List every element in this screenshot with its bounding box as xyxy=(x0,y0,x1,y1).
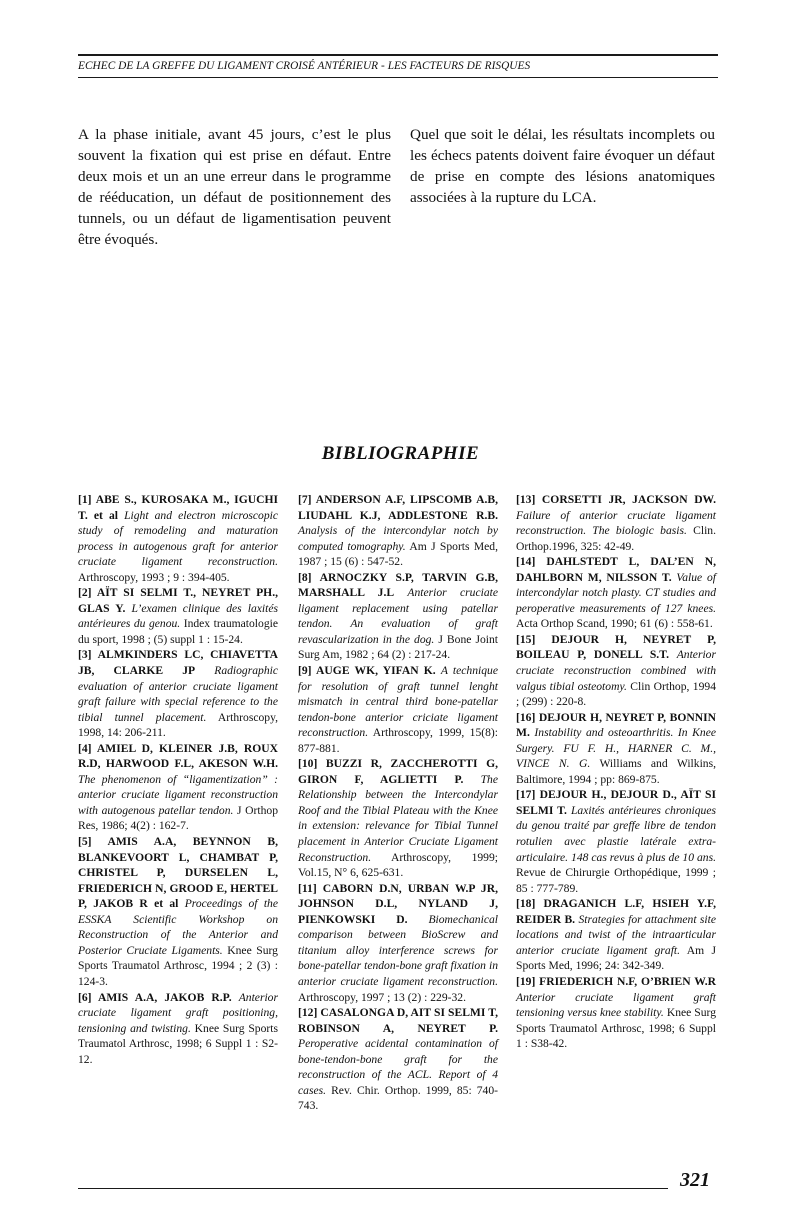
page-number: 321 xyxy=(680,1169,710,1191)
reference-title: Anterior cruciate reconstruction combined with valgus tibial osteotomy. xyxy=(516,648,716,693)
reference-authors: [9] AUGE WK, YIFAN K. xyxy=(298,664,436,678)
reference-authors: [11] CABORN D.N, URBAN W.P JR, JOHNSON D.L, NYLAND J, PIENKOWSKI D. xyxy=(298,881,498,926)
reference-source: Arthroscopy, 1998, 14: 206-211. xyxy=(78,710,279,740)
reference-authors: [4] AMIEL D, KLEINER J.B, ROUX R.D, HARWOOD F.L, AKESON W.H. xyxy=(78,741,278,771)
reference-authors: [12] CASALONGA D, AIT SI SELMI T, ROBINSON A, NEYRET P. xyxy=(298,1006,498,1035)
reference-source: Arthroscopy, 1999, 15(8): 877-881. xyxy=(298,726,498,755)
reference-authors: [18] DRAGANICH L.F, HSIEH Y.F, REIDER B. xyxy=(516,897,716,926)
reference-source: Acta Orthop Scand, 1990; 61 (6) : 558-61. xyxy=(516,617,713,631)
reference-authors: [19] FRIEDERICH N.F, O’BRIEN W.R xyxy=(516,974,716,988)
intro-right-column xyxy=(410,124,715,208)
reference-source: Revue de Chirurgie Orthopédique, 1999 ; 85 : 777-789. xyxy=(516,866,716,895)
reference-entry xyxy=(516,492,716,554)
reference-authors: [1] ABE S., KUROSAKA M., IGUCHI T. et al xyxy=(78,493,278,522)
reference-title: Light and electron microscopic study of remodeling and maturation process in autogenous graft for anterior cruciate ligament reconstruction. xyxy=(78,508,278,569)
reference-entry xyxy=(516,554,716,632)
reference-title: L’examen clinique des laxités antérieures du genou. xyxy=(78,601,278,631)
header-underline xyxy=(78,77,718,78)
section-title: BIBLIOGRAPHIE xyxy=(321,443,480,464)
reference-source: Index traumatologie du sport, 1998 ; (5) suppl 1 : 15-24. xyxy=(78,617,278,646)
reference-title: Laxités antérieures chroniques du genou traité par greffe libre de tendon rotulien avec plastie latérale extra-articulaire. 148 cas revus à plus de 10 ans. xyxy=(516,803,716,864)
top-rule xyxy=(78,54,718,56)
intro-left-column xyxy=(78,124,391,250)
reference-title: Instability and osteoarthritis. In Knee Surgery. FU F. H., HARNER C. M., VINCE N. G. xyxy=(516,726,716,771)
reference-title: A technique for resolution of graft tunnel lenght mismatch in central third bone-patellar tendon-bone anterior criciate ligament reconstruction. xyxy=(298,664,498,740)
reference-title: Anterior cruciate ligament graft positioning, tensioning and twisting. xyxy=(78,990,278,1035)
reference-authors: [10] BUZZI R, ZACCHEROTTI G, GIRON F, AGLIETTI P. xyxy=(298,757,498,786)
reference-source: J Orthop Res, 1986; 4(2) : 162-7. xyxy=(78,803,278,833)
reference-title: Biomechanical comparison between BioScrew and titanium alloy interference screws for bone-patellar tendon-bone graft fixation in anterior cruciate ligament reconstruction. xyxy=(298,912,498,988)
footer-rule xyxy=(78,1188,668,1189)
reference-source: Williams and Wilkins, Baltimore, 1994 ; pp: 869-875. xyxy=(516,757,716,786)
reference-authors: [8] ARNOCZKY S.P, TARVIN G.B, MARSHALL J.L xyxy=(298,570,498,600)
reference-authors: [5] AMIS A.A, BEYNNON B, BLANKEVOORT L, CHAMBAT P, CHRISTEL P, DURSELEN L, FRIEDERICH N, GROOD E, HERTEL P, JAKOB R et al xyxy=(78,835,278,911)
reference-authors: [15] DEJOUR H, NEYRET P, BOILEAU P, DONELL S.T. xyxy=(516,632,716,662)
reference-authors: [3] ALMKINDERS LC, CHIAVETTA JB, CLARKE JP xyxy=(78,648,278,678)
reference-source: Knee Surg Sports Traumatol Arthrosc, 1998; 6 Suppl 1 : S2-12. xyxy=(78,1021,278,1066)
reference-title: Proceedings of the ESSKA Scientific Workshop on Reconstruction of the Anterior and Posterior Cruciate Ligaments. xyxy=(78,897,278,957)
reference-entry xyxy=(516,710,716,788)
reference-authors: [6] AMIS A.A, JAKOB R.P. xyxy=(78,990,232,1004)
reference-authors: [14] DAHLSTEDT L, DAL’EN N, DAHLBORN M, NILSSON T. xyxy=(516,555,716,584)
reference-entry xyxy=(298,663,498,756)
reference-title: Value of intercondylar notch plasty. CT studies and peroperative measurements of 127 knees. xyxy=(516,570,716,615)
reference-entry xyxy=(78,492,278,585)
reference-title: Failure of anterior cruciate ligament reconstruction. The biologic basis. xyxy=(516,508,716,538)
reference-source: Arthroscopy, 1997 ; 13 (2) : 229-32. xyxy=(298,990,466,1004)
running-header: ECHEC DE LA GREFFE DU LIGAMENT CROISÉ ANTÉRIEUR - LES FACTEURS DE RISQUES xyxy=(78,60,531,72)
reference-source: Am J Sports Med, 1987 ; 15 (6) : 547-52. xyxy=(298,539,499,569)
reference-title: Anterior cruciate ligament graft tensioning versus knee stability. xyxy=(516,990,716,1020)
reference-source: Clin. Orthop.1996, 325: 42-49. xyxy=(516,524,716,553)
reference-entry xyxy=(298,881,498,1005)
reference-authors: [13] CORSETTI JR, JACKSON DW. xyxy=(516,493,716,506)
reference-source: Knee Surg Sports Traumatol Arthrosc, 1998; 6 Suppl 1 : S38-42. xyxy=(516,1006,716,1051)
reference-entry xyxy=(298,1005,498,1114)
references-column-2 xyxy=(298,492,498,1114)
intro-right-paragraph: Quel que soit le délai, les résultats incomplets ou les échecs patents doivent faire évoquer un défaut de prise en compte des lésions anatomiques associées à la rupture du LCA. xyxy=(410,126,715,206)
reference-entry xyxy=(78,741,278,834)
reference-entry xyxy=(78,990,278,1068)
references-column-3 xyxy=(516,492,716,1052)
references-column-1 xyxy=(78,492,278,1067)
reference-entry xyxy=(516,974,716,1052)
reference-source: Arthroscopy, 1993 ; 9 : 394-405. xyxy=(78,570,230,584)
reference-entry xyxy=(78,834,278,989)
reference-source: Arthroscopy, 1999; Vol.15, N° 6, 625-631. xyxy=(298,850,498,880)
reference-entry xyxy=(298,756,498,880)
reference-authors: [16] DEJOUR H, NEYRET P, BONNIN M. xyxy=(516,710,716,740)
reference-source: Clin Orthop, 1994 ; (299) : 220-8. xyxy=(516,679,716,709)
reference-authors: [7] ANDERSON A.F, LIPSCOMB A.B, LIUDAHL K.J, ADDLESTONE R.B. xyxy=(298,493,498,522)
reference-title: Analysis of the intercondylar notch by computed tomography. xyxy=(298,524,498,553)
reference-title: The phenomenon of “ligamentization” : anterior cruciate ligament reconstruction with autogenous patellar tendon. xyxy=(78,772,278,817)
reference-title: Anterior cruciate ligament replacement using patellar tendon. An evaluation of graft revascularization in the dog. xyxy=(298,586,498,646)
reference-entry xyxy=(516,896,716,974)
reference-source: Knee Surg Sports Traumatol Arthrosc, 1994 ; 2 (3) : 124-3. xyxy=(78,943,278,988)
reference-title: Radiographic evaluation of anterior cruciate ligament graft failure with special reference to the tibial tunnel placement. xyxy=(78,664,278,724)
intro-left-paragraph: A la phase initiale, avant 45 jours, c’est le plus souvent la fixation qui est prise en défaut. Entre deux mois et un an une erreur dans le programme de rééducation, un défaut de positionnement des tunnels, ou un défaut de ligamentisation peuvent être évoqués. xyxy=(78,126,391,248)
reference-entry xyxy=(78,647,278,740)
reference-entry xyxy=(516,632,716,710)
reference-source: Rev. Chir. Orthop. 1999, 85: 740-743. xyxy=(298,1083,498,1113)
reference-authors: [2] AÏT SI SELMI T., NEYRET PH., GLAS Y. xyxy=(78,586,278,615)
reference-entry xyxy=(78,585,278,647)
reference-source: J Bone Joint Surg Am, 1982 ; 64 (2) : 217-24. xyxy=(298,632,498,662)
reference-title: The Relationship between the Intercondylar Roof and the Tibial Plateau with the Knee in extension: relevance for Tibial Tunnel placement in Anterior Cruciate Ligament Reconstruction. xyxy=(298,772,498,864)
reference-source: Am J Sports Med, 1996; 24: 342-349. xyxy=(516,943,716,973)
reference-entry xyxy=(516,787,716,896)
reference-title: Peroperative acidental contamination of bone-tendon-bone graft for the reconstruction of the ACL. Report of 4 cases. xyxy=(298,1037,498,1097)
reference-authors: [17] DEJOUR H., DEJOUR D., AÏT SI SELMI T. xyxy=(516,788,716,817)
reference-entry xyxy=(298,492,498,570)
reference-title: Strategies for attachment site locations and twist of the intraarticular anterior cruciate ligament graft. xyxy=(516,912,716,957)
reference-entry xyxy=(298,570,498,663)
